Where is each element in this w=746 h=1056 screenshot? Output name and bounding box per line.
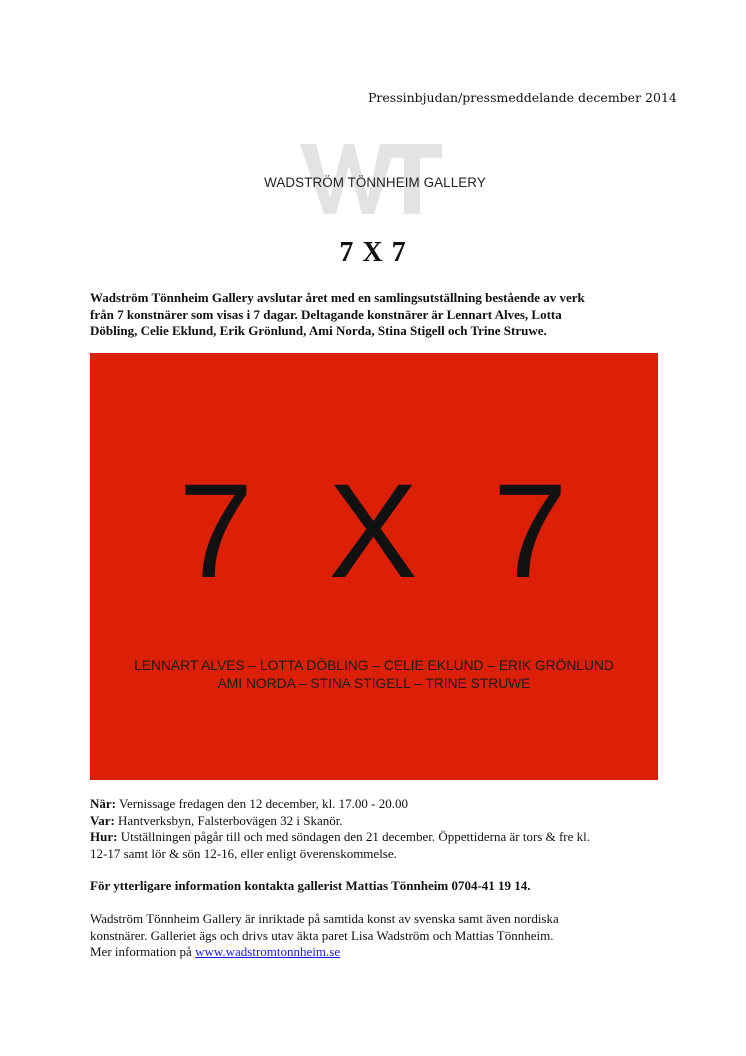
gallery-logo (230, 140, 520, 216)
poster-artist-list (90, 657, 658, 693)
about-gallery (90, 911, 680, 961)
about-line (90, 944, 680, 961)
how-row (90, 829, 680, 846)
about-line: Wadström Tönnheim Gallery är inriktade på samtida konst av svenska samt även nordiska (90, 911, 559, 926)
page-title: 7 X 7 (339, 237, 407, 268)
about-line: konstnärer. Galleriet ägs och drivs utav äkta paret Lisa Wadström och Mattias Tönnheim. (90, 927, 554, 943)
intro-line: Döbling, Celie Eklund, Erik Grönlund, Ami Norda, Stina Stigell och Trine Struwe. (90, 323, 547, 338)
intro-paragraph (90, 290, 670, 340)
poster-artists-line: LENNART ALVES – LOTTA DÖBLING – CELIE EKLUND – ERIK GRÖNLUND (134, 658, 614, 673)
where-row (90, 813, 680, 830)
contact-info: För ytterligare information kontakta gallerist Mattias Tönnheim 0704-41 19 14. (90, 878, 531, 893)
when-label: När: (90, 796, 116, 811)
logo-text: WADSTRÖM TÖNNHEIM GALLERY (264, 175, 486, 190)
press-release-note: Pressinbjudan/pressmeddelande december 2014 (368, 90, 677, 105)
where-label: Var: (90, 812, 115, 828)
poster-title: 7 X 7 (178, 457, 568, 606)
how-value: Utställningen pågår till och med söndagen den 21 december. Öppettiderna är tors & fre kl. (117, 829, 591, 844)
intro-line: från 7 konstnärer som visas i 7 dagar. Deltagande konstnärer är Lennart Alves, Lotta (90, 306, 562, 322)
event-details (90, 796, 680, 862)
website-link[interactable]: www.wadstromtonnheim.se (195, 944, 341, 959)
when-value: Vernissage fredagen den 12 december, kl. 17.00 - 20.00 (116, 796, 409, 811)
how-label: Hur: (90, 829, 118, 844)
intro-line: Wadström Tönnheim Gallery avslutar året med en samlingsutställning bestående av verk (90, 290, 585, 305)
how-row-continued: 12-17 samt lör & sön 12-16, eller enligt överenskommelse. (90, 845, 397, 861)
when-row (90, 796, 680, 813)
where-value: Hantverksbyn, Falsterbovägen 32 i Skanör. (114, 812, 343, 828)
more-info-prefix: Mer information på (90, 944, 196, 959)
poster-artists-line: AMI NORDA – STINA STIGELL – TRINE STRUWE (217, 676, 531, 691)
